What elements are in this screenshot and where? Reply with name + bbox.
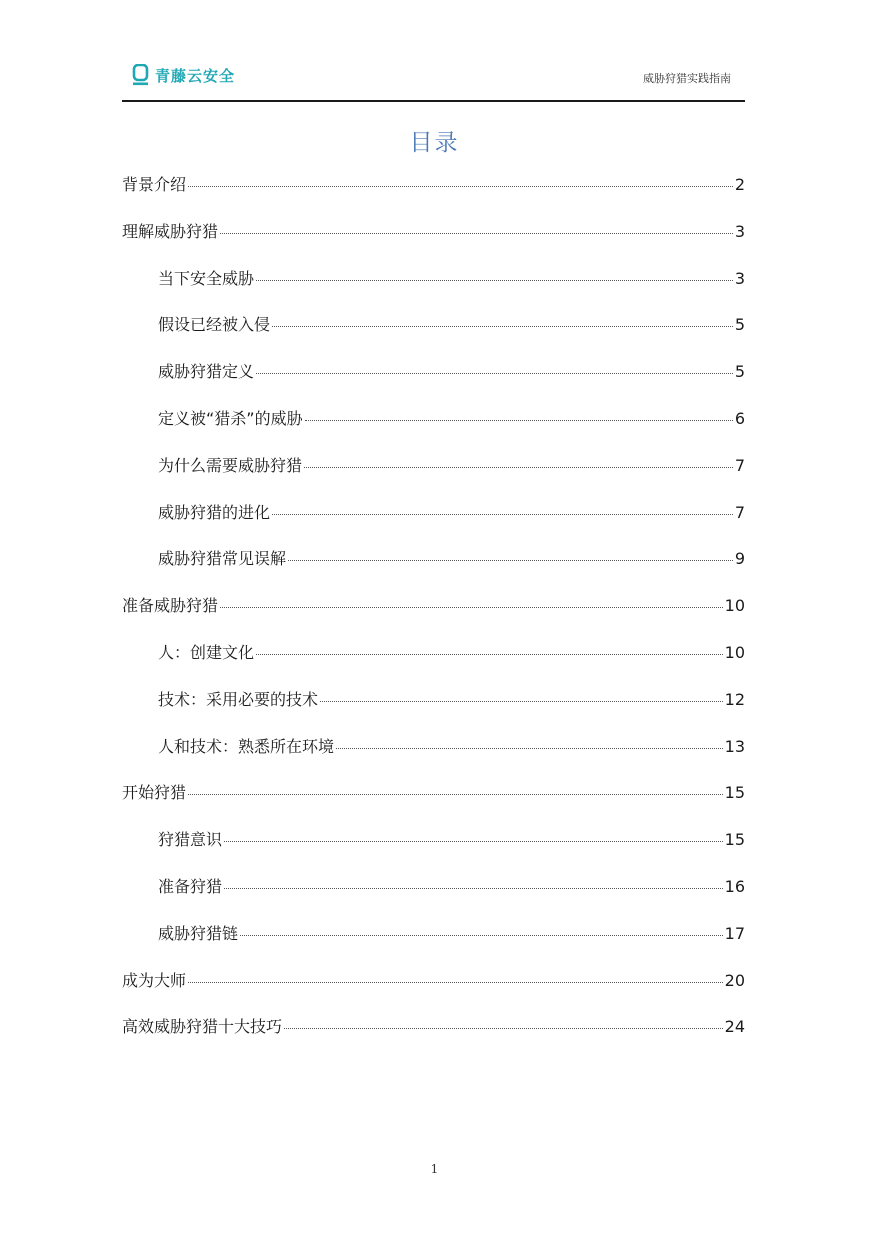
toc-entry-label: 准备威胁狩猎 bbox=[122, 596, 219, 616]
toc-entry-page: 17 bbox=[724, 923, 745, 943]
toc-entry-page: 3 bbox=[734, 221, 745, 241]
toc-dot-leader bbox=[272, 326, 733, 327]
toc-entry[interactable] bbox=[122, 968, 745, 1015]
toc-dot-leader bbox=[288, 560, 733, 561]
toc-dot-leader bbox=[188, 186, 733, 187]
toc-entry[interactable] bbox=[122, 1014, 745, 1061]
toc-entry[interactable] bbox=[122, 780, 745, 827]
toc-entry[interactable] bbox=[122, 546, 745, 593]
logo-icon bbox=[132, 64, 149, 86]
toc-dot-leader bbox=[256, 280, 733, 281]
toc-entry[interactable] bbox=[122, 266, 745, 313]
toc-entry[interactable] bbox=[122, 874, 745, 921]
toc-entry-label: 当下安全威胁 bbox=[158, 268, 255, 288]
toc-entry-label: 开始狩猎 bbox=[122, 783, 187, 803]
brand-logo bbox=[132, 64, 235, 86]
toc-entry-label: 人：创建文化 bbox=[158, 642, 255, 662]
toc-entry[interactable] bbox=[122, 734, 745, 781]
toc-entry-label: 技术：采用必要的技术 bbox=[158, 689, 319, 709]
toc-entry-page: 3 bbox=[734, 268, 745, 288]
toc-entry-page: 15 bbox=[724, 830, 745, 850]
toc-entry[interactable] bbox=[122, 359, 745, 406]
toc-entry[interactable] bbox=[122, 500, 745, 547]
toc-entry-page: 7 bbox=[734, 502, 745, 522]
toc-dot-leader bbox=[188, 794, 723, 795]
toc-entry[interactable] bbox=[122, 921, 745, 968]
toc-entry-page: 5 bbox=[734, 315, 745, 335]
logo-text: 青藤云安全 bbox=[155, 66, 236, 85]
toc-entry-page: 6 bbox=[734, 408, 745, 428]
toc-entry-page: 13 bbox=[724, 736, 745, 756]
toc-entry-label: 威胁狩猎的进化 bbox=[158, 502, 271, 522]
toc-entry-label: 成为大师 bbox=[122, 970, 187, 990]
toc-dot-leader bbox=[256, 654, 723, 655]
toc-entry[interactable] bbox=[122, 593, 745, 640]
toc-entry[interactable] bbox=[122, 172, 745, 219]
toc-entry-label: 为什么需要威胁狩猎 bbox=[158, 455, 303, 475]
toc-dot-leader bbox=[320, 701, 723, 702]
toc-entry-label: 背景介绍 bbox=[122, 175, 187, 194]
toc-dot-leader bbox=[224, 841, 723, 842]
toc-entry-label: 威胁狩猎链 bbox=[158, 923, 239, 943]
toc-entry[interactable] bbox=[122, 312, 745, 359]
toc-entry-page: 12 bbox=[724, 689, 745, 709]
toc-dot-leader bbox=[304, 467, 733, 468]
toc-entry-label: 威胁狩猎常见误解 bbox=[158, 549, 287, 569]
toc-entry-page: 16 bbox=[724, 876, 745, 896]
toc-entry-page: 20 bbox=[724, 970, 745, 990]
toc-entry-label: 理解威胁狩猎 bbox=[122, 221, 219, 241]
toc-entry[interactable] bbox=[122, 219, 745, 266]
toc-dot-leader bbox=[240, 935, 723, 936]
toc-entry-page: 9 bbox=[734, 549, 745, 569]
toc-entry-page: 24 bbox=[724, 1017, 745, 1037]
toc-entry-page: 10 bbox=[724, 596, 745, 616]
toc-entry-page: 7 bbox=[734, 455, 745, 475]
toc-entry-label: 定义被“猎杀”的威胁 bbox=[158, 408, 303, 428]
toc-dot-leader bbox=[284, 1028, 723, 1029]
toc-dot-leader bbox=[336, 748, 723, 749]
page-number: 1 bbox=[430, 1162, 439, 1176]
toc-dot-leader bbox=[305, 420, 733, 421]
toc-dot-leader bbox=[272, 514, 733, 515]
toc-entry[interactable] bbox=[122, 687, 745, 734]
toc-dot-leader bbox=[256, 373, 733, 374]
toc-entry-label: 高效威胁狩猎十大技巧 bbox=[122, 1017, 283, 1037]
toc-entry-page: 5 bbox=[734, 362, 745, 382]
toc-entry-label: 威胁狩猎定义 bbox=[158, 362, 255, 382]
toc-dot-leader bbox=[188, 982, 723, 983]
document-title: 威胁狩猎实践指南 bbox=[643, 72, 731, 85]
toc-dot-leader bbox=[220, 233, 733, 234]
toc-entry-label: 人和技术：熟悉所在环境 bbox=[158, 736, 335, 756]
toc-entry[interactable] bbox=[122, 640, 745, 687]
toc-entry-page: 10 bbox=[724, 642, 745, 662]
toc-entry-label: 准备狩猎 bbox=[158, 876, 223, 896]
table-of-contents bbox=[122, 172, 745, 1061]
toc-dot-leader bbox=[220, 607, 723, 608]
toc-dot-leader bbox=[224, 888, 723, 889]
toc-entry[interactable] bbox=[122, 453, 745, 500]
toc-entry[interactable] bbox=[122, 827, 745, 874]
toc-entry[interactable] bbox=[122, 406, 745, 453]
toc-entry-label: 狩猎意识 bbox=[158, 830, 223, 850]
toc-entry-label: 假设已经被入侵 bbox=[158, 315, 271, 335]
toc-entry-page: 2 bbox=[734, 175, 745, 194]
toc-heading: 目录 bbox=[409, 130, 460, 156]
toc-entry-page: 15 bbox=[724, 783, 745, 803]
page-header bbox=[122, 60, 745, 102]
